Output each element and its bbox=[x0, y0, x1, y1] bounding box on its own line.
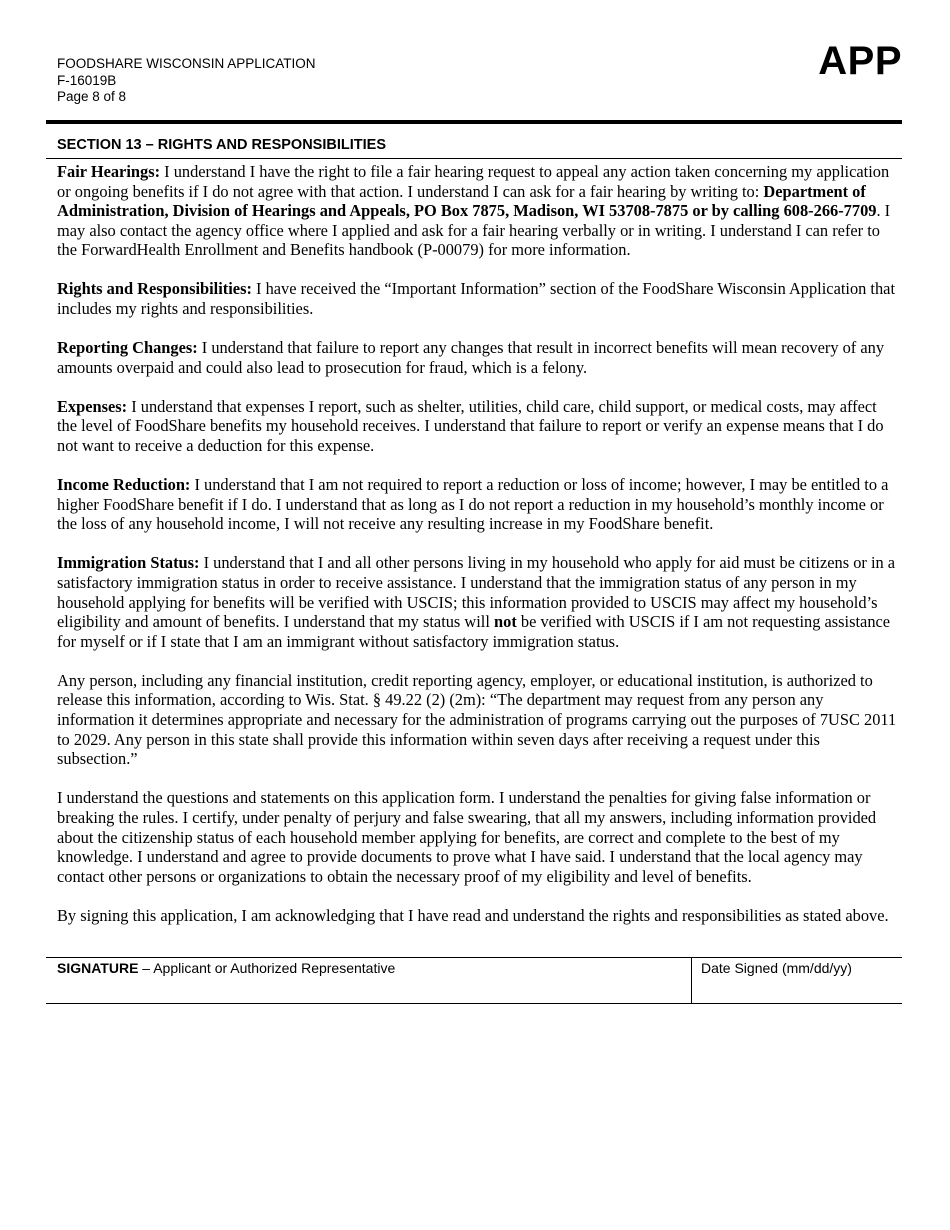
rights-heading: Rights and Responsibilities: bbox=[57, 279, 252, 299]
expenses-heading: Expenses: bbox=[57, 396, 128, 416]
section-body bbox=[57, 162, 899, 945]
fair-hearings-heading: Fair Hearings: bbox=[57, 162, 161, 181]
page-header bbox=[57, 39, 902, 106]
rights-text: I have received the “Important Information” section of the FoodShare Wisconsin Application that includes my rights and responsibilities. bbox=[57, 279, 896, 319]
signature-label-bold: SIGNATURE bbox=[57, 960, 139, 976]
immigration-paragraph bbox=[57, 553, 899, 651]
hearings-address: Department of Administration, Division of Hearings and Appeals, PO Box 7875, Madison, WI 53708-7875 or by calling 608-266-7709 bbox=[57, 181, 877, 221]
fair-hearings-text-1: I understand I have the right to file a fair hearing request to appeal any action taken concerning my application or ongoing benefits if I do not agree with that action. I understand I can ask for a fair hearing by writing to: bbox=[57, 162, 890, 201]
authorization-paragraph: Any person, including any financial institution, credit reporting agency, employer, or educational institution, is authorized to release this information, according to Wis. Stat. § 49.22 (2) (2m): “The department may request from any person any information it determines appropriate and necessary for the administration of programs carrying out the purposes of 7USC 2011 to 2029. Any person in this state shall provide this information within seven days after receiving a request under this subsection.” bbox=[57, 670, 897, 769]
acknowledgement-paragraph: By signing this application, I am acknowledging that I have read and understand the rights and responsibilities as stated above. bbox=[57, 905, 889, 925]
income-heading: Income Reduction: bbox=[57, 475, 191, 495]
reporting-paragraph bbox=[57, 338, 899, 377]
immigration-text-1: I understand that I and all other persons living in my household who apply for aid must be citizens or in a satisfactory immigration status in order to receive assistance. I understand that the immigration status of any person in my household applying for benefits will be verified with USCIS; this information provided to USCIS may affect my household’s eligibility and amount of benefits. I understand that my status will bbox=[57, 553, 896, 632]
immigration-text-2: be verified with USCIS if I am not requesting assistance for myself or if I state that I am an immigrant without satisfactory immigration status. bbox=[57, 612, 891, 651]
certification-paragraph: I understand the questions and statements on this application form. I understand the penalties for giving false information or breaking the rules. I certify, under penalty of perjury and false swearing, that all my answers, including information provided about the citizenship status of each household member applying for benefits, are correct and complete to the best of my knowledge. I understand and agree to provide documents to prove what I have said. I understand that the local agency may contact other persons or organizations to obtain the necessary proof of my eligibility and level of benefits. bbox=[57, 788, 877, 886]
signature-label-rest: – Applicant or Authorized Representative bbox=[138, 960, 396, 976]
page-number: Page 8 of 8 bbox=[57, 89, 127, 104]
fair-hearings-text-2: . I may also contact the agency office where I applied and ask for a fair hearing verbally or in writing. I understand I can refer to the ForwardHealth Enrollment and Benefits handbook (P-00079) for more information. bbox=[57, 201, 891, 260]
header-divider bbox=[46, 120, 902, 124]
app-mark: APP bbox=[818, 39, 902, 83]
signature-box bbox=[46, 957, 902, 1004]
expenses-paragraph bbox=[57, 397, 899, 456]
form-name: FOODSHARE WISCONSIN APPLICATION bbox=[57, 56, 316, 71]
date-signed-field[interactable]: Date Signed (mm/dd/yy) bbox=[701, 960, 852, 976]
section-divider bbox=[46, 158, 902, 159]
fair-hearings-paragraph bbox=[57, 162, 899, 260]
immigration-not: not bbox=[494, 612, 517, 632]
signature-field[interactable] bbox=[57, 960, 395, 976]
expenses-text: I understand that expenses I report, such as shelter, utilities, child care, child support, or medical costs, may affect the level of FoodShare benefits my household receives. I understand that failure to report or verify an expense means that I do not want to receive a deduction for this expense. bbox=[57, 396, 884, 456]
rights-paragraph bbox=[57, 279, 899, 318]
reporting-text: I understand that failure to report any changes that result in incorrect benefits will mean recovery of any amounts overpaid and could also lead to prosecution for fraud, which is a felony. bbox=[57, 338, 885, 377]
income-text: I understand that I am not required to report a reduction or loss of income; however, I may be entitled to a higher FoodShare benefit if I do. I understand that as long as I do not report a reduction in my household’s monthly income or the loss of any household income, I will not receive any resulting increase in my FoodShare benefit. bbox=[57, 475, 889, 534]
form-number: F-16019B bbox=[57, 72, 117, 88]
immigration-heading: Immigration Status: bbox=[57, 553, 200, 573]
reporting-heading: Reporting Changes: bbox=[57, 338, 198, 358]
signature-divider bbox=[691, 958, 692, 1003]
section-title: SECTION 13 – RIGHTS AND RESPONSIBILITIES bbox=[57, 137, 386, 153]
income-paragraph bbox=[57, 475, 899, 534]
